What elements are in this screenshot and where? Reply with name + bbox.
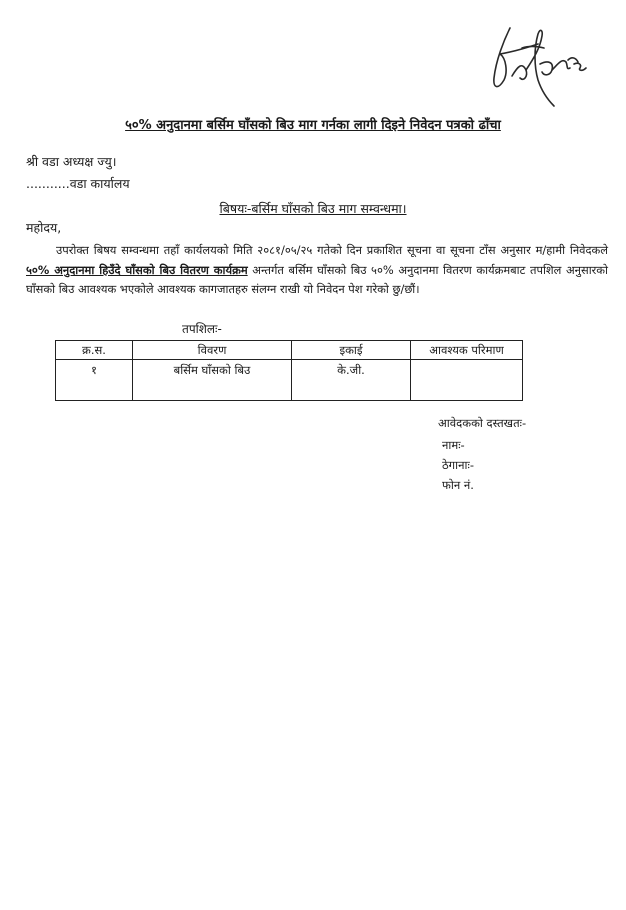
header-description: विवरण (133, 341, 292, 360)
table-header-row (56, 341, 523, 360)
handwritten-signature (482, 18, 592, 113)
body-text-part-1: उपरोक्त बिषय सम्वन्धमा तहाँ कार्यलयको मिति २०८१/०५/२५ गतेको दिन प्रकाशित सूचना वा सूचना टाँस अनुसार म/हामी निवेदकले (56, 243, 608, 257)
cell-quantity (411, 360, 523, 401)
table-row (56, 360, 523, 401)
applicant-name-label: नामः- (442, 438, 465, 452)
header-unit: इकाई (292, 341, 411, 360)
items-table (55, 340, 523, 401)
recipient-line-2: ...........वडा कार्यालय (26, 176, 130, 191)
applicant-phone-label: फोन नं. (442, 478, 474, 492)
subject-line: बिषयः-बर्सिम घाँसको बिउ माग सम्वन्धमा। (219, 201, 407, 216)
cell-unit: के.जी. (292, 360, 411, 401)
recipient-line-1: श्री वडा अध्यक्ष ज्यु। (26, 154, 117, 169)
applicant-address-label: ठेगानाः- (442, 458, 474, 472)
salutation: महोदय, (26, 220, 62, 235)
table-label: तपशिलः- (182, 322, 222, 336)
form-title: ५०% अनुदानमा बर्सिम घाँसको बिउ माग गर्नका लागी दिइने निवेदन पत्रको ढाँचा (125, 118, 501, 133)
body-paragraph (26, 241, 608, 300)
program-name-highlight: ५०% अनुदानमा हिउँदे घाँसको बिउ वितरण कार्यक्रम (26, 262, 248, 277)
applicant-signature-label: आवेदकको दस्तखतः- (438, 416, 527, 430)
header-serial: क्र.स. (56, 341, 133, 360)
cell-description: बर्सिम घाँसको बिउ (133, 360, 292, 401)
cell-serial: १ (56, 360, 133, 401)
body-text-part-2: अन्तर्गत बर्सिम घाँसको बिउ ५०% अनुदानमा वितरण कार्यक्रमबाट तपशिल अनुसारको घाँसको बिउ आवश्यक भएकोले आवश्यक कागजातहरु संलग्न राखी यो निवेदन पेश गरेको छु/छौं। (26, 262, 608, 296)
header-quantity: आवश्यक परिमाण (411, 341, 523, 360)
